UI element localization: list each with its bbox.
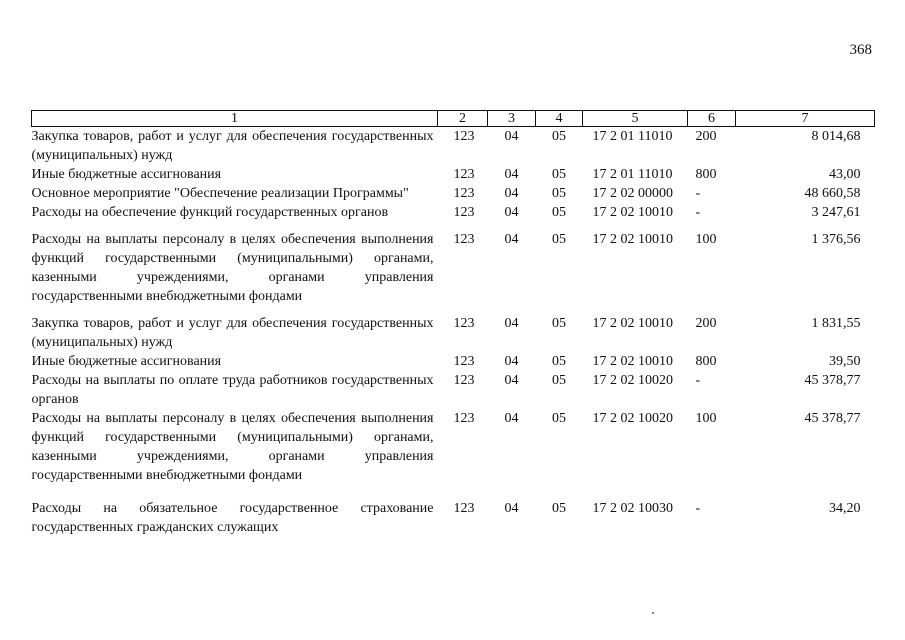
row-description: Закупка товаров, работ и услуг для обеспечения государственных (муниципальных) нужд — [31, 129, 434, 163]
row-code-3: 04 — [504, 205, 519, 220]
row-code-3: 04 — [504, 316, 519, 331]
row-code-3: 04 — [504, 501, 519, 516]
row-description: Основное мероприятие "Обеспечение реализации Программы" — [31, 186, 409, 201]
row-code-3: 04 — [504, 373, 519, 388]
row-code-6: - — [695, 501, 701, 516]
row-code-5: 17 2 01 11010 — [592, 167, 673, 182]
row-code-4: 05 — [552, 186, 566, 201]
row-code-5: 17 2 02 10010 — [592, 354, 673, 369]
row-code-2: 123 — [453, 501, 475, 516]
column-header: 2 — [438, 111, 488, 127]
scan-speck — [652, 612, 654, 614]
row-code-5: 17 2 02 10030 — [592, 501, 673, 516]
row-amount: 48 660,58 — [804, 186, 861, 201]
row-code-2: 123 — [453, 316, 475, 331]
column-header: 1 — [32, 111, 438, 127]
row-code-5: 17 2 02 10010 — [592, 316, 673, 331]
row-description: Расходы на обеспечение функций государственных органов — [31, 205, 389, 220]
row-code-6: 100 — [695, 411, 717, 426]
row-code-2: 123 — [453, 232, 475, 247]
table-row — [32, 203, 875, 222]
table-row — [32, 165, 875, 184]
row-amount: 43,00 — [829, 167, 861, 182]
row-code-4: 05 — [552, 501, 566, 516]
column-header: 7 — [736, 111, 875, 127]
row-amount: 34,20 — [829, 501, 861, 516]
row-code-4: 05 — [552, 373, 566, 388]
column-header: 5 — [583, 111, 688, 127]
row-code-5: 17 2 02 10010 — [592, 205, 673, 220]
row-code-3: 04 — [504, 129, 519, 144]
column-header: 4 — [536, 111, 583, 127]
row-code-3: 04 — [504, 411, 519, 426]
table-row — [32, 485, 875, 537]
column-header: 3 — [488, 111, 536, 127]
row-code-6: 800 — [695, 354, 717, 369]
row-description: Иные бюджетные ассигнования — [31, 167, 222, 182]
row-code-2: 123 — [453, 186, 475, 201]
row-amount: 8 014,68 — [811, 129, 861, 144]
row-code-2: 123 — [453, 354, 475, 369]
row-amount: 45 378,77 — [804, 411, 861, 426]
row-code-6: 200 — [695, 129, 717, 144]
row-description: Иные бюджетные ассигнования — [31, 354, 222, 369]
row-amount: 45 378,77 — [804, 373, 861, 388]
row-code-4: 05 — [552, 232, 566, 247]
row-code-2: 123 — [453, 129, 475, 144]
row-amount: 39,50 — [829, 354, 861, 369]
row-description: Расходы на выплаты по оплате труда работников государственных органов — [31, 373, 434, 407]
budget-table — [31, 110, 875, 537]
row-code-6: 200 — [695, 316, 717, 331]
table-row — [32, 371, 875, 409]
row-code-2: 123 — [453, 205, 475, 220]
table-row — [32, 409, 875, 485]
row-code-3: 04 — [504, 167, 519, 182]
row-code-6: - — [695, 373, 701, 388]
row-code-2: 123 — [453, 373, 475, 388]
table-row — [32, 306, 875, 352]
row-code-5: 17 2 02 10010 — [592, 232, 673, 247]
row-code-5: 17 2 01 11010 — [592, 129, 673, 144]
row-code-6: 800 — [695, 167, 717, 182]
row-code-2: 123 — [453, 167, 475, 182]
row-code-4: 05 — [552, 411, 566, 426]
table-row — [32, 352, 875, 371]
page-number: 368 — [849, 42, 872, 58]
row-code-2: 123 — [453, 411, 475, 426]
row-description: Расходы на выплаты персоналу в целях обеспечения выполнения функций государственными (муниципальными) органами, казенными учреждениями, органами управления государственными внебюджетными фондами — [31, 411, 434, 483]
row-code-4: 05 — [552, 167, 566, 182]
row-code-4: 05 — [552, 129, 566, 144]
row-code-3: 04 — [504, 186, 519, 201]
row-code-6: - — [695, 205, 701, 220]
table-row — [32, 127, 875, 166]
table-header-row — [32, 111, 875, 127]
row-code-4: 05 — [552, 205, 566, 220]
row-code-6: 100 — [695, 232, 717, 247]
row-code-4: 05 — [552, 354, 566, 369]
row-description: Закупка товаров, работ и услуг для обеспечения государственных (муниципальных) нужд — [31, 316, 434, 350]
row-amount: 3 247,61 — [811, 205, 861, 220]
row-amount: 1 376,56 — [811, 232, 861, 247]
row-code-5: 17 2 02 00000 — [592, 186, 673, 201]
row-code-5: 17 2 02 10020 — [592, 411, 673, 426]
row-description: Расходы на выплаты персоналу в целях обеспечения выполнения функций государственными (муниципальными) органами, казенными учреждениями, органами управления государственными внебюджетными фондами — [31, 232, 434, 304]
row-code-3: 04 — [504, 232, 519, 247]
row-code-4: 05 — [552, 316, 566, 331]
column-header: 6 — [688, 111, 736, 127]
row-code-5: 17 2 02 10020 — [592, 373, 673, 388]
table-row — [32, 184, 875, 203]
row-description: Расходы на обязательное государственное страхование государственных гражданских служащих — [31, 501, 434, 535]
row-amount: 1 831,55 — [811, 316, 861, 331]
row-code-6: - — [695, 186, 701, 201]
table-row — [32, 222, 875, 306]
row-code-3: 04 — [504, 354, 519, 369]
